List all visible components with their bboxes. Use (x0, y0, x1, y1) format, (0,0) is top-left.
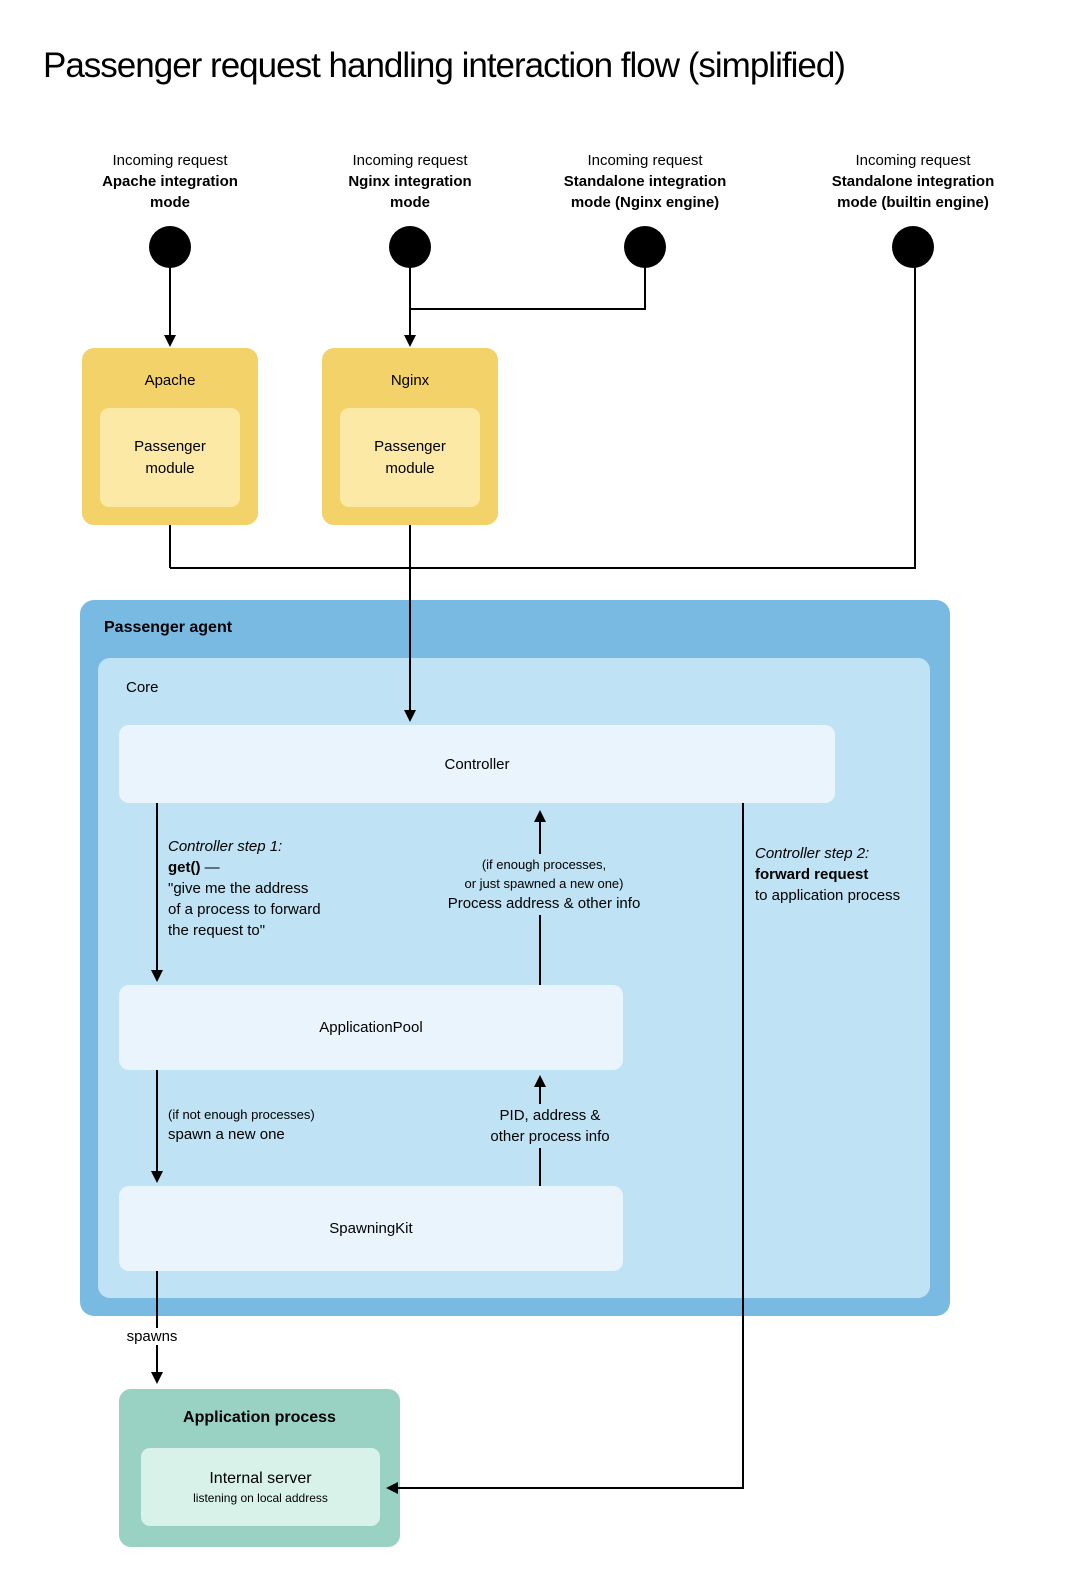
apache-label: Apache (144, 372, 196, 389)
incoming-label-line: Standalone integration (563, 173, 727, 190)
step1-heading: Controller step 1: (168, 838, 283, 855)
spawning-kit-box (119, 1186, 623, 1271)
incoming-label-line: Incoming request (587, 152, 703, 169)
step1-line: the request to" (168, 922, 266, 939)
incoming-label-line: Standalone integration (831, 173, 995, 190)
request-start-circle (389, 226, 431, 268)
apache-passenger-module-box (100, 408, 240, 507)
incoming-label-standalone-builtin (783, 150, 1043, 213)
incoming-label-line: mode (149, 194, 190, 211)
application-process-box (119, 1389, 400, 1547)
incoming-label-standalone-nginx (515, 150, 775, 213)
passenger-module-label: module (145, 459, 195, 477)
step1-method: get() (168, 859, 201, 876)
step2-bold: forward request (755, 866, 869, 883)
request-start-circle (892, 226, 934, 268)
incoming-label-line: mode (Nginx engine) (570, 194, 720, 211)
incoming-label-apache (40, 150, 300, 213)
request-start-circle (149, 226, 191, 268)
incoming-label-line: mode (389, 194, 430, 211)
incoming-label-line: Incoming request (112, 152, 228, 169)
internal-server-subtitle: listening on local address (193, 1491, 328, 1505)
step2-heading: Controller step 2: (755, 845, 870, 862)
application-pool-box (119, 985, 623, 1070)
annotation-controller-step1 (168, 836, 321, 941)
request-start-circle (624, 226, 666, 268)
nginx-box (322, 348, 498, 525)
step1-line: "give me the address (168, 880, 309, 897)
annotation-controller-step2 (755, 843, 900, 906)
passenger-module-label: Passenger (134, 437, 206, 455)
spawn-new-line: spawn a new one (168, 1126, 285, 1143)
nginx-label: Nginx (390, 372, 430, 389)
page-title: Passenger request handling interaction flow (simplified) (43, 46, 845, 85)
passenger-module-label: module (385, 459, 435, 477)
incoming-label-line: Nginx integration (348, 173, 472, 190)
core-label: Core (126, 679, 159, 696)
nginx-passenger-module-box (340, 408, 480, 507)
passenger-module-label: Passenger (374, 437, 446, 455)
incoming-label-line: Incoming request (855, 152, 971, 169)
pool-return-line: Process address & other info (447, 895, 641, 912)
step1-line: of a process to forward (168, 901, 321, 918)
application-pool-label: ApplicationPool (319, 1019, 423, 1036)
passenger-agent-label: Passenger agent (104, 619, 233, 636)
annotation-pool-return (420, 854, 668, 915)
incoming-label-line: mode (builtin engine) (837, 194, 989, 211)
annotation-spawn-new (164, 1104, 319, 1146)
pool-return-line: or just spawned a new one) (464, 876, 624, 891)
internal-server-box (141, 1448, 380, 1526)
pool-return-line: (if enough processes, (481, 857, 607, 872)
controller-box (119, 725, 835, 803)
spawn-new-line: (if not enough processes) (168, 1107, 315, 1122)
controller-label: Controller (444, 755, 510, 773)
spawns-label: spawns (120, 1328, 184, 1345)
step1-dash: — (200, 859, 220, 876)
incoming-label-nginx (280, 150, 540, 213)
apache-box (82, 348, 258, 525)
incoming-label-line: Apache integration (102, 173, 238, 190)
internal-server-label: Internal server (209, 1470, 312, 1487)
step1-method-line (168, 857, 321, 878)
pid-info-line: other process info (490, 1128, 610, 1145)
step2-line: to application process (755, 887, 901, 904)
incoming-label-line: Incoming request (352, 152, 468, 169)
spawning-kit-label: SpawningKit (329, 1220, 413, 1237)
pid-info-line: PID, address & (499, 1107, 601, 1124)
application-process-label: Application process (183, 1409, 336, 1426)
annotation-pid-info (436, 1104, 664, 1148)
